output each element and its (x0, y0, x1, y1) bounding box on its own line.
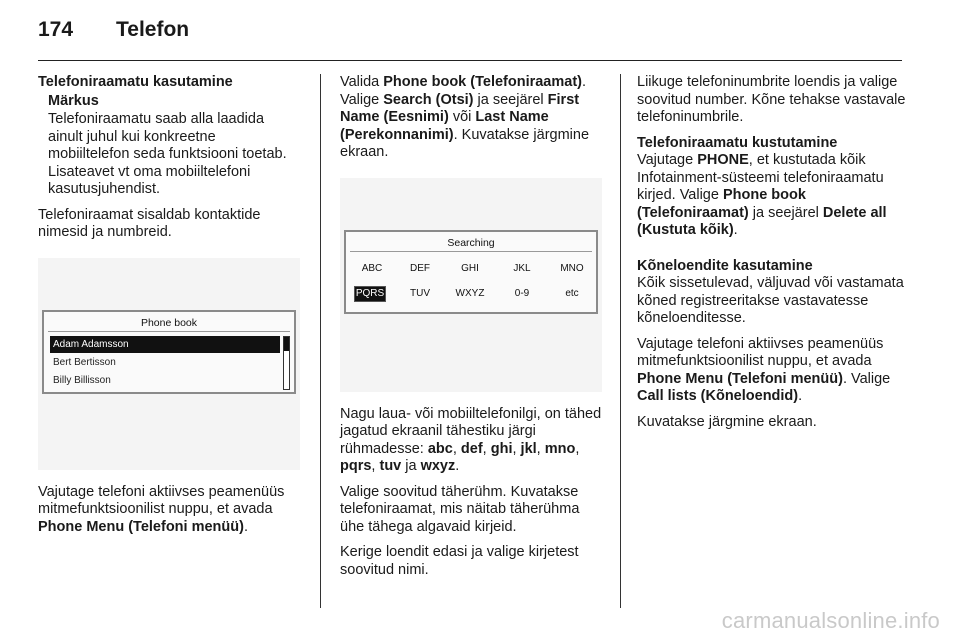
header-rule (38, 60, 902, 61)
phonebook-screenshot (38, 258, 300, 470)
section-heading-call-lists: Kõneloendite kasutamine (637, 257, 813, 274)
call-lists-instruction: Vajutage telefoni aktiivses peamenüüs mitmefunktsioonilist nuppu, et avada Phone Menu (Telefoni menüü). Valige Call lists (Kõneloendid). (637, 335, 891, 404)
page-section-title: Telefon (116, 18, 190, 41)
phonebook-entry[interactable]: Adam Adamsson (50, 336, 280, 353)
letter-group-tuv[interactable]: TUV (410, 287, 430, 299)
column-divider-1 (320, 74, 321, 608)
call-lists-intro: Kõik sissetulevad, väljuvad või vastamata kõned registreeritakse vastavatesse kõneloenditesse. (637, 275, 904, 326)
note-box (38, 93, 300, 199)
select-number-text: Liikuge telefoninumbrite loendis ja valige soovitud number. Kõne tehakse vastavale telefoninumbrile. (637, 74, 906, 125)
search-screen-title: Searching (447, 236, 495, 249)
phonebook-screen-title: Phone book (140, 316, 198, 329)
letter-group-mno[interactable]: MNO (560, 262, 584, 274)
column-divider-2 (620, 74, 621, 608)
column-2 (340, 74, 606, 587)
letter-groups-text: Nagu laua- või mobiiltelefonilgi, on tähed jagatud ekraanil tähestiku järgi rühmadesse: abc, def, ghi, jkl, mno, pqrs, tuv ja wxyz. (340, 405, 602, 474)
phonebook-intro: Telefoniraamat sisaldab kontaktide nimesid ja numbreid. (38, 206, 261, 240)
letter-group-0-9[interactable]: 0-9 (514, 287, 530, 299)
phonebook-scroll-thumb[interactable] (284, 337, 289, 351)
note-text: Telefoniraamatu saab alla laadida ainult juhul kui konkreetne mobiiltelefon seda funktsiooni toetab. Lisateavet vt oma mobiiltelefoni kasutusjuhendist. (48, 111, 287, 197)
search-panel (344, 230, 598, 314)
letter-group-jkl[interactable]: JKL (513, 262, 531, 274)
select-group-text: Valige soovitud täherühm. Kuvatakse telefoniraamat, mis näitab täherühma ühe tähega algavaid kirjeid. (340, 483, 580, 535)
letter-group-etc[interactable]: etc (565, 287, 579, 299)
phonebook-entry[interactable]: Billy Billisson (53, 374, 111, 386)
page-number: 174 (38, 18, 74, 41)
phonebook-panel (42, 310, 296, 394)
phonebook-entry[interactable]: Bert Bertisson (53, 356, 116, 368)
search-screenshot (340, 178, 602, 392)
delete-instruction: Vajutage PHONE, et kustutada kõik Infotainment-süsteemi telefoniraamatu kirjed. Valige Phone book (Telefoniraamat) ja seejärel Delete all (Kustuta kõik). (637, 152, 887, 238)
letter-group-abc[interactable]: ABC (361, 262, 383, 274)
watermark: carmanualsonline.info (721, 608, 940, 633)
call-lists-screen-text: Kuvatakse järgmine ekraan. (637, 413, 817, 430)
section-heading-phonebook: Telefoniraamatu kasutamine (38, 74, 233, 90)
letter-group-def[interactable]: DEF (410, 262, 430, 274)
letter-group-pqrs[interactable]: PQRS (354, 286, 386, 302)
section-heading-delete: Telefoniraamatu kustutamine (637, 134, 838, 151)
column-1 (38, 74, 300, 544)
letter-group-wxyz[interactable]: WXYZ (455, 287, 485, 299)
note-heading: Märkus (48, 92, 99, 109)
search-instruction: Valida Phone book (Telefoniraamat). Valige Search (Otsi) ja seejärel First Name (Eesnimi) või Last Name (Perekonnanimi). Kuvatakse järgmine ekraan. (340, 74, 590, 160)
phone-menu-instruction: Vajutage telefoni aktiivses peamenüüs mitmefunktsioonilist nuppu, et avada Phone Menu (Telefoni menüü). (38, 483, 285, 535)
letter-group-ghi[interactable]: GHI (461, 262, 479, 274)
phonebook-scrollbar[interactable] (283, 336, 290, 390)
column-3 (637, 74, 907, 439)
scroll-list-text: Kerige loendit edasi ja valige kirjetest soovitud nimi. (340, 544, 579, 578)
page-header (38, 18, 189, 48)
